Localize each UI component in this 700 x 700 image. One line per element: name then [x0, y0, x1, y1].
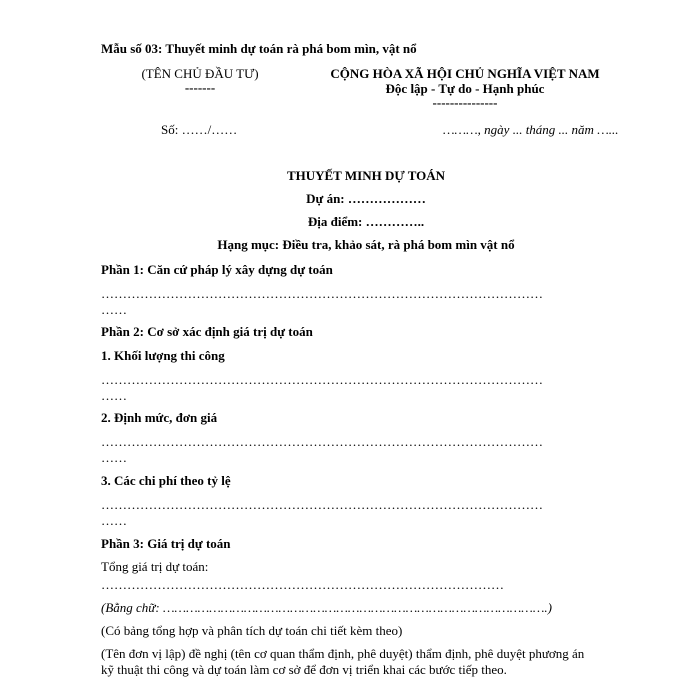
place-date: ………, ngày ... tháng ... năm …... [443, 122, 619, 137]
part2-section2-heading: 2. Định mức, đơn giá [101, 410, 218, 425]
motto-separator: --------------- [432, 95, 498, 110]
section2-fill-line: ………………………………………………………………………………………… [101, 434, 543, 449]
document-number: Số: ……/…… [161, 122, 238, 137]
part1-fill-line: ………………………………………………………………………………………… [101, 286, 543, 301]
section3-fill-line: ………………………………………………………………………………………… [101, 497, 543, 512]
request-paragraph-line1: (Tên đơn vị lập) đề nghị (tên cơ quan thẩm định, phê duyệt) thẩm định, phê duyệt phương án [101, 646, 585, 661]
section2-fill-tail: …… [101, 450, 127, 465]
part1-fill-tail: …… [101, 302, 127, 317]
owner-separator: ------- [184, 80, 216, 95]
document-title: THUYẾT MINH DỰ TOÁN [286, 168, 446, 183]
total-value-fill: ………………………………………………………………………………… [101, 577, 504, 592]
part2-heading: Phần 2: Cơ sở xác định giá trị dự toán [101, 324, 313, 339]
national-motto: Độc lập - Tự do - Hạnh phúc [385, 81, 545, 96]
attachment-note: (Có bảng tổng hợp và phân tích dự toán chi tiết kèm theo) [101, 623, 403, 638]
project-line: Dự án: ……………… [306, 191, 426, 206]
part2-section3-heading: 3. Các chi phí theo tỷ lệ [101, 473, 231, 488]
total-value-label: Tổng giá trị dự toán: [101, 559, 209, 574]
section3-fill-tail: …… [101, 513, 127, 528]
country-name: CỘNG HÒA XÃ HỘI CHỦ NGHĨA VIỆT NAM [330, 66, 600, 81]
category-line: Hạng mục: Điều tra, khảo sát, rà phá bom mìn vật nổ [217, 237, 515, 252]
part3-heading: Phần 3: Giá trị dự toán [101, 536, 231, 551]
owner-name: (TÊN CHỦ ĐẦU TƯ) [141, 66, 259, 81]
amount-in-words: (Bằng chữ: ……………………………………………………………………………………….) [101, 600, 552, 615]
location-line: Địa điểm: ………….. [307, 214, 425, 229]
part1-heading: Phần 1: Căn cứ pháp lý xây dựng dự toán [101, 262, 333, 277]
section1-fill-tail: …… [101, 388, 127, 403]
section1-fill-line: ………………………………………………………………………………………… [101, 372, 543, 387]
form-title: Mẫu số 03: Thuyết minh dự toán rà phá bom mìn, vật nổ [101, 41, 417, 56]
request-paragraph-line2: kỹ thuật thi công và dự toán làm cơ sở để đơn vị triển khai các bước tiếp theo. [101, 662, 507, 677]
part2-section1-heading: 1. Khối lượng thi công [101, 348, 225, 363]
